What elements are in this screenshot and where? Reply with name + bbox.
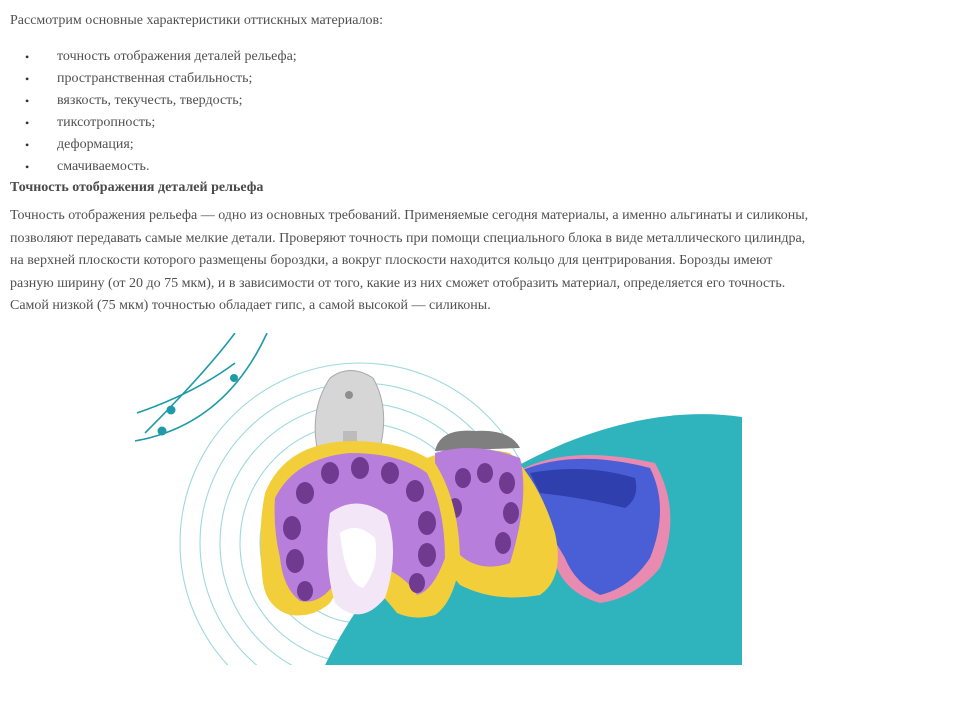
- section-heading: Точность отображения деталей рельефа: [10, 180, 264, 195]
- dental-impressions-image: [135, 333, 742, 665]
- curve-dot: [167, 406, 176, 415]
- paragraph-line: Самой низкой (75 мкм) точностью обладает гипс, а самой высокой — силиконы.: [10, 298, 491, 313]
- list-item: • деформация;: [25, 137, 134, 152]
- list-item: • тиксотропность;: [25, 115, 156, 130]
- intro-text: Рассмотрим основные характеристики оттискных материалов:: [10, 13, 384, 28]
- bullet-icon: •: [25, 116, 30, 130]
- curve-dot: [230, 374, 238, 382]
- list-item: • смачиваемость.: [25, 159, 150, 174]
- bullet-icon: •: [25, 50, 30, 64]
- characteristics-list: [10, 46, 945, 178]
- curve-dot: [158, 427, 167, 436]
- accuracy-paragraph: [10, 205, 945, 318]
- paragraph-line: Точность отображения рельефа — одно из основных требований. Применяемые сегодня материалы, а именно альгинаты и силиконы,: [10, 208, 809, 223]
- curve-lines-decoration: [135, 333, 267, 441]
- bullet-icon: •: [25, 94, 30, 108]
- document-body: [10, 10, 945, 318]
- paragraph-line: разную ширину (от 20 до 75 мкм), и в зависимости от того, какие из них сможет отобразить материал, определяется его точность.: [10, 275, 786, 291]
- left-impression: [260, 441, 460, 618]
- bullet-icon: •: [25, 138, 30, 152]
- list-item: • вязкость, текучесть, твердость;: [25, 93, 243, 108]
- list-item: • точность отображения деталей рельефа;: [25, 49, 297, 64]
- paragraph-line: на верхней плоскости которого размещены бороздки, а вокруг плоскости находится кольцо для центрирования. Борозды имеют: [10, 253, 773, 268]
- bullet-icon: •: [25, 160, 30, 174]
- paragraph-line: позволяют передавать самые мелкие детали. Проверяют точность при помощи специального блока в виде металлического цилиндра,: [10, 230, 806, 246]
- bullet-icon: •: [25, 72, 30, 86]
- list-item: • пространственная стабильность;: [25, 71, 253, 86]
